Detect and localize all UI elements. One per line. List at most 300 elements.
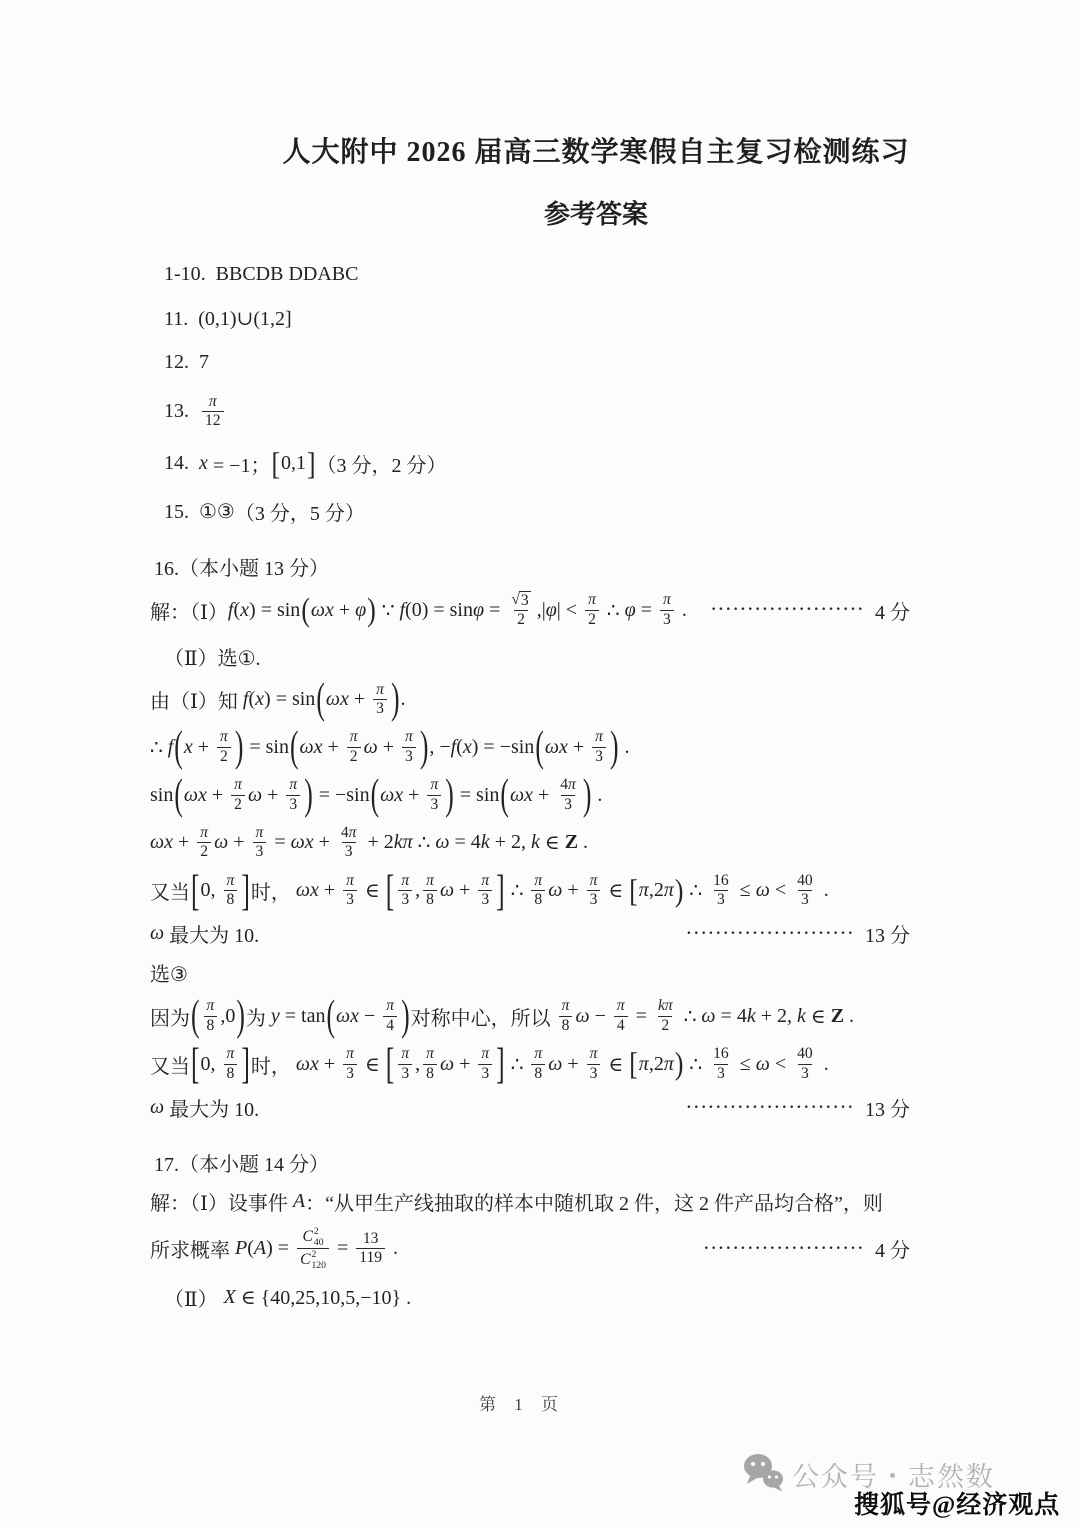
denominator	[531, 890, 545, 909]
math-roman: 14.	[164, 452, 199, 475]
numerator	[217, 728, 231, 746]
math-bold: Z	[830, 1004, 845, 1027]
math-roman: 4	[386, 1016, 395, 1034]
math-roman: = 4	[449, 831, 481, 854]
sup-sub	[300, 1249, 326, 1271]
math-italic: π	[561, 997, 570, 1015]
math-roman: +	[377, 735, 399, 758]
numerator	[338, 824, 360, 842]
delimiter: )	[582, 769, 592, 819]
math-italic: π	[638, 1052, 649, 1075]
text-run: ：“从甲生产线抽取的样本中随机取 2 件，这 2 件产品均合格”，则	[305, 1193, 883, 1216]
math-roman: 119	[359, 1249, 383, 1267]
math-roman: +	[318, 1052, 341, 1075]
math-italic: kπ	[393, 831, 413, 854]
math-roman: +	[562, 879, 584, 902]
numerator	[373, 681, 387, 699]
math-roman: .	[818, 879, 829, 902]
fraction	[231, 776, 245, 814]
math-roman: ∴	[678, 1005, 702, 1028]
math-roman: + 2,	[489, 831, 531, 854]
math-roman: +	[562, 1052, 584, 1075]
math-roman: .	[592, 783, 603, 806]
numerator	[710, 1045, 732, 1063]
math-roman: 1-10. BBCDB DDABC	[164, 262, 359, 285]
math-italic: ωx	[183, 783, 207, 806]
fraction	[710, 1045, 732, 1083]
superscript: 2	[311, 1249, 317, 1261]
math-roman: =	[484, 598, 506, 621]
math-italic: x	[199, 452, 208, 475]
denominator	[347, 747, 361, 766]
delimiter: [	[191, 1038, 200, 1088]
math-roman: −	[589, 1004, 611, 1027]
fraction	[343, 1045, 357, 1083]
text-run: （Ⅱ）	[164, 1289, 218, 1312]
math-italic: ω	[363, 735, 378, 758]
math-italic: ωx	[544, 735, 568, 758]
math-italic: ωx	[325, 687, 349, 710]
math-roman: = sin	[244, 735, 289, 758]
math-italic: π	[220, 728, 228, 746]
math-italic: f	[227, 598, 234, 621]
numerator	[286, 776, 300, 794]
numerator	[343, 1045, 357, 1063]
math-roman: 40	[797, 871, 813, 889]
math-italic: π	[663, 591, 671, 609]
base: C	[300, 1251, 311, 1269]
math-italic: φ	[624, 598, 636, 621]
math-roman: 3	[289, 795, 298, 813]
denominator	[587, 890, 601, 909]
math-roman: 3	[430, 795, 439, 813]
answer-content	[0, 231, 1080, 1312]
denominator	[253, 842, 267, 861]
q16-line-center	[150, 990, 910, 1041]
math-italic: ωx	[295, 1052, 319, 1075]
numerator	[423, 1045, 437, 1063]
text-run: 时，	[250, 882, 296, 905]
numerator	[614, 997, 628, 1015]
math-roman: −	[359, 1004, 381, 1027]
denominator	[559, 1016, 573, 1035]
delimiter: )	[419, 721, 429, 772]
fraction	[338, 824, 360, 862]
text-run: 又当	[150, 882, 190, 905]
numerator	[383, 997, 397, 1015]
text-run: 17.（本小题 14 分）	[154, 1154, 329, 1177]
math-italic: ω	[439, 1052, 455, 1075]
delimiter: [	[385, 865, 395, 915]
math-italic: π	[226, 871, 235, 889]
math-italic: f	[242, 687, 249, 710]
fraction	[224, 1045, 238, 1083]
math-italic: k	[480, 831, 490, 854]
math-roman: ,0	[220, 1004, 236, 1027]
numerator	[559, 997, 573, 1015]
math-italic: π	[208, 393, 217, 410]
numerator	[794, 1045, 816, 1063]
numerator	[710, 872, 732, 890]
delimiter: (	[535, 721, 544, 772]
q16-sol-part1	[150, 591, 910, 630]
delimiter: )	[401, 990, 410, 1041]
math-italic: π	[405, 728, 413, 746]
delimiter: )	[234, 721, 244, 772]
math-italic: f	[167, 735, 174, 758]
fraction	[660, 591, 674, 629]
script-stack	[313, 1226, 324, 1248]
text-run: （3 分，2 分）	[316, 455, 447, 478]
math-roman: sin	[150, 783, 174, 806]
math-roman: ∴	[505, 1053, 529, 1076]
fraction	[202, 393, 224, 431]
math-roman: ,	[415, 1052, 421, 1075]
dotted-leader: ·····················	[710, 601, 865, 619]
math-roman: + 2	[362, 831, 394, 854]
denominator	[592, 747, 606, 766]
fraction	[587, 872, 601, 910]
math-roman: 2	[234, 795, 242, 813]
math-roman: =	[630, 1004, 652, 1027]
subscript: 40	[313, 1237, 324, 1249]
delimiter: [	[629, 1045, 638, 1082]
math-roman: 15. ①③	[164, 500, 235, 523]
math-roman: +	[348, 687, 371, 710]
score-label: 4 分	[875, 1240, 910, 1263]
math-italic: ω	[755, 879, 770, 902]
math-roman: 16	[713, 871, 729, 889]
numerator	[587, 1045, 601, 1063]
delimiter: )	[674, 871, 684, 909]
math-italic: π	[426, 871, 434, 889]
q17-event-def	[150, 1187, 910, 1216]
base: C	[302, 1227, 313, 1245]
fraction	[478, 1045, 492, 1083]
radicand: 3	[520, 591, 529, 609]
fraction	[592, 728, 606, 766]
numerator	[299, 1226, 326, 1248]
math-roman: ,|	[536, 598, 546, 621]
math-roman: 0,	[200, 1052, 221, 1075]
delimiter: (	[316, 673, 325, 724]
math-italic: x	[462, 735, 472, 758]
math-roman: +	[322, 735, 344, 758]
math-italic: k	[746, 1004, 756, 1027]
math-italic: k	[797, 1004, 806, 1027]
denominator	[798, 1064, 812, 1083]
math-roman: +	[262, 783, 284, 806]
math-roman: ∴	[684, 880, 708, 903]
math-roman: 2	[517, 611, 525, 629]
math-roman: +	[532, 783, 555, 806]
math-roman: 2	[588, 610, 596, 628]
math-roman: ∈	[539, 832, 565, 855]
radical-sign: √	[511, 590, 520, 608]
fraction	[286, 776, 300, 814]
numerator	[204, 997, 218, 1015]
math-roman: ,2	[648, 1052, 664, 1075]
math-roman: 12	[205, 412, 221, 430]
math-italic: ωx	[336, 1004, 360, 1027]
text-run: （Ⅱ）选①.	[164, 647, 261, 670]
fraction	[557, 776, 579, 814]
math-roman: ) =	[266, 1237, 295, 1260]
math-roman: ) = −sin	[471, 735, 535, 758]
math-italic: ω	[548, 879, 563, 902]
math-roman: ∈	[603, 880, 629, 903]
denominator	[398, 1064, 412, 1083]
math-italic: f	[450, 735, 457, 758]
math-italic: A	[292, 1190, 306, 1213]
text-run: 最大为 10.	[164, 925, 260, 948]
math-roman: 3	[376, 699, 384, 717]
fraction	[373, 681, 387, 719]
math-roman: 11. (0,1)∪(1,2]	[164, 307, 292, 330]
numerator	[398, 872, 412, 890]
math-italic: π	[663, 1052, 674, 1075]
numerator	[592, 728, 606, 746]
math-roman: ∴	[684, 1053, 708, 1076]
math-roman: 2	[661, 1016, 670, 1034]
math-italic: π	[638, 879, 649, 902]
math-roman: 13	[362, 1229, 379, 1247]
math-roman: (0) = sin	[405, 598, 473, 621]
math-roman: 8	[561, 1016, 570, 1034]
denominator	[343, 890, 357, 909]
math-roman: +	[454, 1052, 476, 1075]
math-roman: 0,	[200, 879, 221, 902]
math-roman: | <	[556, 598, 583, 621]
math-italic: ω	[435, 831, 450, 854]
q16-line-interval-1	[150, 865, 910, 915]
denominator	[224, 890, 238, 909]
fraction	[614, 997, 628, 1035]
math-roman: +	[192, 735, 214, 758]
math-italic: f	[399, 598, 406, 621]
text-run: 由（Ⅰ）知	[150, 690, 243, 713]
math-roman: +	[206, 783, 229, 806]
math-roman: +	[333, 598, 356, 621]
math-italic: X	[223, 1286, 236, 1309]
math-roman: = 4	[715, 1004, 747, 1027]
fraction	[794, 872, 816, 910]
math-italic: kπ	[657, 997, 673, 1015]
fraction	[427, 776, 441, 814]
math-italic: π	[226, 1045, 235, 1063]
math-roman: .	[619, 735, 630, 758]
math-roman: +	[228, 831, 250, 854]
math-roman: 8	[534, 891, 543, 909]
math-roman: 2	[200, 843, 209, 861]
math-roman: 3	[401, 891, 410, 909]
numerator	[794, 872, 816, 890]
delimiter: [	[629, 871, 638, 909]
fraction	[559, 997, 573, 1035]
math-roman: ,	[415, 879, 421, 902]
q16-line-shift	[150, 721, 910, 772]
math-italic: π	[386, 997, 395, 1015]
math-roman: 3	[663, 610, 671, 628]
math-roman: ∴	[505, 880, 529, 903]
math-italic: π	[595, 728, 603, 746]
math-roman: = sin	[454, 783, 500, 806]
math-italic: π	[589, 1045, 598, 1063]
delimiter: (	[326, 990, 336, 1041]
math-italic: y	[270, 1004, 280, 1027]
math-italic: φ	[472, 598, 485, 621]
denominator	[798, 890, 812, 909]
math-italic: π	[663, 879, 674, 902]
fraction	[224, 872, 238, 910]
math-roman: (	[247, 1237, 254, 1260]
dotted-leader: ·······················	[686, 1098, 855, 1116]
math-italic: π	[430, 776, 439, 794]
delimiter: (	[301, 590, 310, 629]
fraction	[531, 1045, 545, 1083]
math-roman: 8	[206, 1016, 215, 1034]
text-run: 时，	[250, 1055, 296, 1078]
denominator	[398, 890, 412, 909]
q16-line-omega-eq	[150, 824, 910, 862]
doc-title: 人大附中 2026 届高三数学寒假自主复习检测练习	[282, 137, 910, 168]
fraction	[204, 997, 218, 1035]
delimiter: [	[385, 1038, 395, 1088]
denominator	[204, 1016, 218, 1035]
math-roman: 4	[340, 823, 349, 841]
subscript: 120	[311, 1260, 326, 1272]
math-roman: 3	[564, 795, 572, 813]
fraction	[531, 872, 545, 910]
math-roman: 8	[226, 1064, 235, 1082]
denominator	[478, 890, 492, 909]
math-roman: 16	[713, 1045, 729, 1063]
math-italic: ω	[548, 1052, 563, 1075]
math-roman: +	[403, 783, 425, 806]
math-roman: 3	[589, 891, 598, 909]
numerator	[587, 872, 601, 890]
math-roman: .	[844, 1004, 855, 1027]
answer-13	[150, 393, 910, 431]
text-run: 为	[245, 1007, 271, 1030]
score-label: 4 分	[875, 601, 910, 624]
math-roman: 2	[220, 747, 228, 765]
math-italic: π	[534, 871, 543, 889]
numerator	[478, 1045, 492, 1063]
math-roman: 8	[534, 1064, 543, 1082]
math-roman: = −sin	[313, 783, 370, 806]
denominator	[202, 411, 224, 430]
math-roman: 3	[595, 747, 603, 765]
fraction	[398, 872, 412, 910]
denominator	[587, 1064, 601, 1083]
denominator	[224, 1064, 238, 1083]
math-roman: +	[318, 879, 341, 902]
score-label: 13 分	[865, 925, 910, 948]
denominator	[197, 842, 211, 861]
math-italic: ωx	[150, 831, 173, 854]
math-italic: P	[235, 1237, 248, 1260]
fraction	[383, 997, 397, 1035]
q16-line-sin-eq	[150, 769, 910, 819]
math-italic: ω	[439, 879, 455, 902]
score-label: 13 分	[865, 1099, 910, 1122]
delimiter: ]	[496, 1038, 505, 1088]
math-roman: 4	[560, 776, 569, 794]
math-roman: 3	[344, 843, 353, 861]
delimiter: (	[191, 990, 200, 1041]
math-roman: <	[769, 879, 792, 902]
math-roman: 3	[255, 843, 264, 861]
fraction	[402, 728, 416, 766]
denominator	[514, 610, 528, 629]
math-roman: 3	[717, 1064, 725, 1082]
denominator	[383, 1016, 397, 1035]
fraction	[197, 824, 211, 862]
math-italic: ω	[150, 1096, 165, 1119]
math-roman: 8	[426, 1064, 434, 1082]
math-roman: + 2,	[755, 1004, 797, 1027]
math-italic: φ	[545, 598, 557, 621]
denominator	[356, 1248, 385, 1267]
text-run: 选③	[150, 964, 188, 987]
math-italic: π	[376, 680, 384, 698]
numerator	[531, 1045, 545, 1063]
math-italic: ωx	[509, 783, 533, 806]
math-roman: ) = sin	[249, 598, 301, 621]
math-italic: ωx	[310, 598, 334, 621]
fraction	[710, 872, 732, 910]
math-italic: x	[255, 687, 265, 710]
math-roman: 3	[346, 891, 354, 909]
numerator	[343, 872, 357, 890]
math-italic: x	[240, 598, 250, 621]
fraction	[253, 824, 267, 862]
q16-choice-3	[150, 958, 910, 987]
delimiter: ]	[306, 445, 316, 482]
math-roman: 3	[481, 1064, 490, 1082]
math-roman: ∴	[412, 832, 436, 855]
answers-1-10	[150, 261, 910, 287]
math-italic: π	[568, 776, 576, 794]
denominator	[423, 1064, 437, 1083]
math-italic: π	[206, 997, 215, 1015]
denominator	[427, 795, 441, 814]
math-roman: ∵	[376, 599, 400, 622]
math-roman: = −1；	[207, 455, 271, 478]
math-italic: π	[346, 871, 354, 889]
delimiter: )	[445, 769, 454, 819]
text-run: 对称中心，所以	[410, 1007, 556, 1030]
math-roman: =	[269, 831, 291, 854]
delimiter: (	[370, 769, 380, 819]
numerator	[478, 872, 492, 890]
math-italic: x	[183, 735, 193, 758]
math-roman: 3	[401, 1064, 410, 1082]
q16-line-interval-2	[150, 1038, 910, 1088]
numerator	[224, 1045, 238, 1063]
math-italic: π	[348, 823, 357, 841]
numerator	[402, 728, 416, 746]
denominator	[231, 795, 245, 814]
fraction	[423, 1045, 437, 1083]
numerator	[585, 591, 599, 609]
math-italic: π	[616, 997, 625, 1015]
math-roman: ∴	[601, 599, 625, 622]
math-italic: ωx	[290, 831, 314, 854]
delimiter: [	[191, 865, 200, 915]
numerator	[231, 776, 245, 794]
